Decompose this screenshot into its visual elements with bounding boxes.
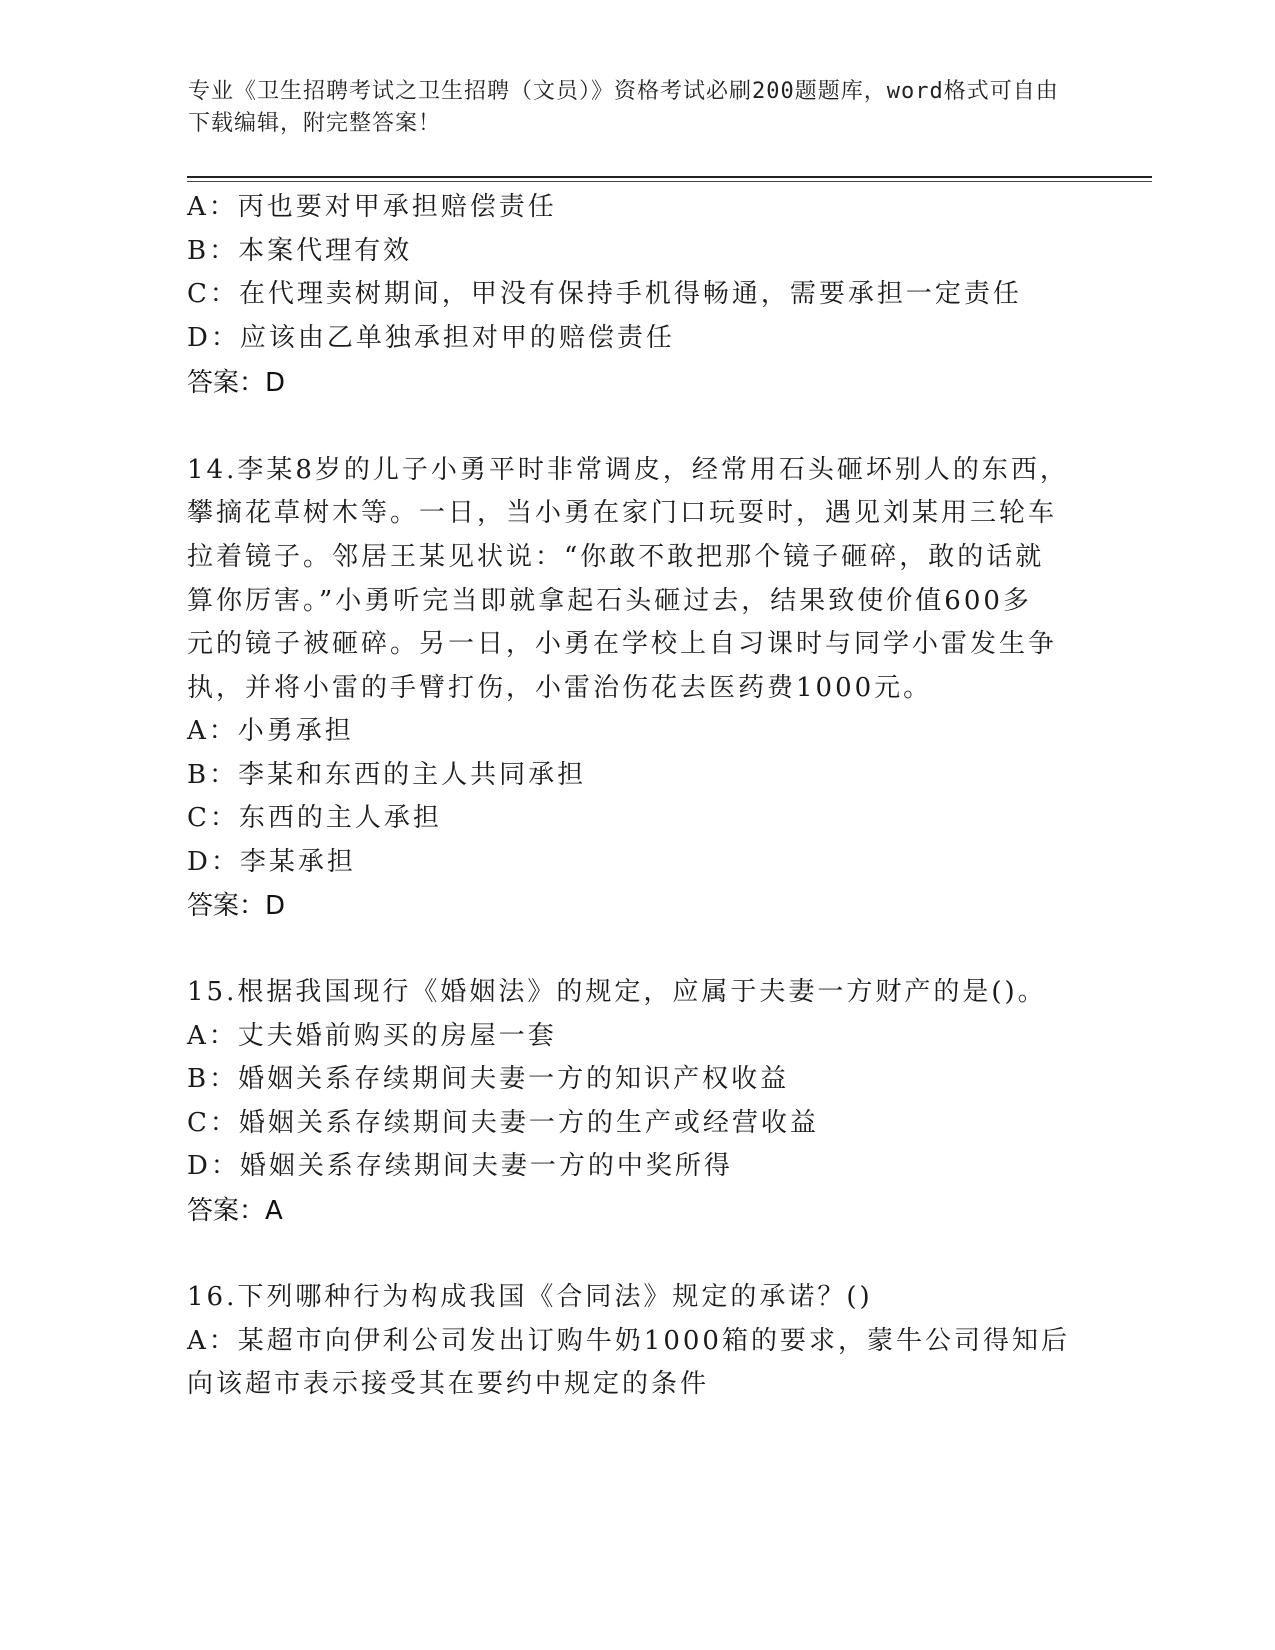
- q16-option-a: A：某超市向伊利公司发出订购牛奶1000箱的要求，蒙牛公司得知后: [187, 1326, 1070, 1356]
- q14-stem-line: 元的镜子被砸碎。另一日，小勇在学校上自习课时与同学小雷发生争: [187, 629, 1058, 659]
- q15-option-c: C：婚姻关系存续期间夫妻一方的生产或经营收益: [187, 1108, 819, 1138]
- q13-option-d: D：应该由乙单独承担对甲的赔偿责任: [187, 323, 675, 353]
- q13-option-b: B：本案代理有效: [187, 236, 413, 266]
- q14-stem-line: 算你厉害。”小勇听完当即就拿起石头砸过去，结果致使价值600多: [187, 586, 1032, 616]
- q13-option-a: A：丙也要对甲承担赔偿责任: [187, 192, 557, 222]
- q15-option-d: D：婚姻关系存续期间夫妻一方的中奖所得: [187, 1151, 733, 1181]
- q14-stem-line: 14.李某8岁的儿子小勇平时非常调皮，经常用石头砸坏别人的东西，: [187, 455, 1069, 485]
- q16-option-a-continued: 向该超市表示接受其在要约中规定的条件: [187, 1369, 710, 1399]
- q14-option-c: C：东西的主人承担: [187, 803, 442, 833]
- q14-stem-line: 拉着镜子。邻居王某见状说：“你敢不敢把那个镜子砸碎，敢的话就: [187, 542, 1045, 572]
- header-divider-thin: [187, 181, 1152, 182]
- header-divider-thick: [187, 176, 1152, 178]
- q15-option-b: B：婚姻关系存续期间夫妻一方的知识产权收益: [187, 1064, 790, 1094]
- q15-answer: 答案：A: [187, 1196, 283, 1226]
- q14-option-a: A：小勇承担: [187, 716, 354, 746]
- q16-stem: 16.下列哪种行为构成我国《合同法》规定的承诺？(): [187, 1282, 873, 1312]
- q14-option-d: D：李某承担: [187, 847, 356, 877]
- q14-stem-line: 执，并将小雷的手臂打伤，小雷治伤花去医药费1000元。: [187, 673, 933, 703]
- q14-answer: 答案：D: [187, 891, 286, 921]
- q15-stem: 15.根据我国现行《婚姻法》的规定，应属于夫妻一方财产的是()。: [187, 977, 1047, 1007]
- q13-option-c: C：在代理卖树期间，甲没有保持手机得畅通，需要承担一定责任: [187, 279, 1022, 309]
- q14-option-b: B：李某和东西的主人共同承担: [187, 760, 587, 790]
- q14-stem-line: 攀摘花草树木等。一日，当小勇在家门口玩耍时，遇见刘某用三轮车: [187, 498, 1058, 528]
- q13-answer: 答案：D: [187, 368, 286, 398]
- q15-option-a: A：丈夫婚前购买的房屋一套: [187, 1021, 557, 1051]
- document-header: 专业《卫生招聘考试之卫生招聘（文员）》资格考试必刷200题题库，word格式可自由下载编辑，附完整答案！: [188, 79, 1059, 136]
